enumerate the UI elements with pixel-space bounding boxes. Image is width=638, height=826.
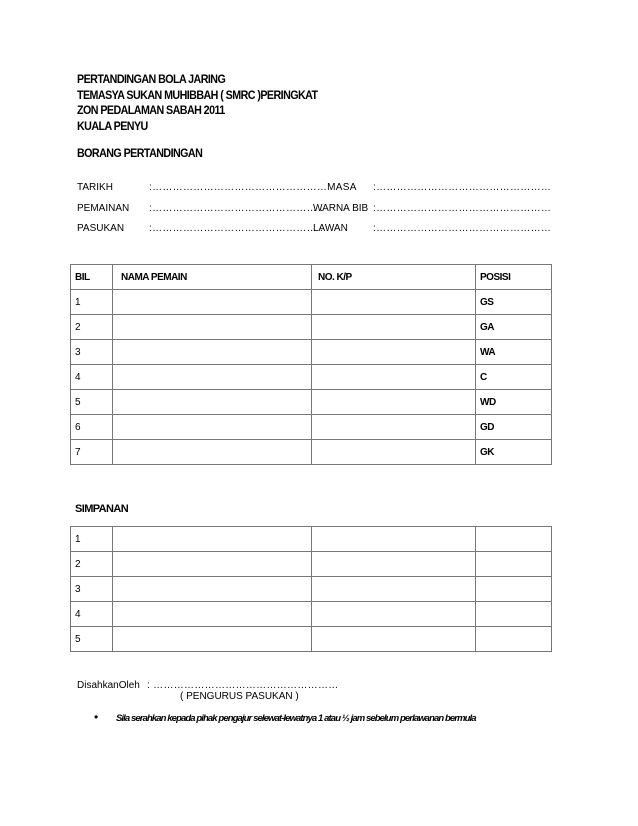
ic-number-cell[interactable]	[312, 365, 476, 390]
header-line-4: KUALA PENYU	[77, 121, 148, 133]
ic-number-cell[interactable]	[312, 290, 476, 315]
header-nama-pemain: NAMA PEMAIN	[113, 265, 312, 290]
header-bil: BIL	[71, 265, 113, 290]
ic-number-cell[interactable]	[312, 577, 476, 602]
ic-number-cell[interactable]	[312, 340, 476, 365]
table-row	[71, 627, 552, 652]
header-line-2: TEMASYA SUKAN MUHIBBAH ( SMRC )PERINGKAT	[77, 90, 318, 102]
row-number: 1	[71, 527, 113, 552]
row-number: 4	[71, 365, 113, 390]
table-row	[71, 577, 552, 602]
ic-number-cell[interactable]	[312, 602, 476, 627]
players-table	[70, 264, 552, 465]
pasukan-field[interactable]: :………………………………………… .	[149, 223, 324, 234]
reserves-table	[70, 526, 552, 652]
submission-note: Sila serahkan kepada pihak pengajur selewat-lewatnya 1 atau ½ jam sebelum perlawanan bermula	[116, 713, 476, 724]
pasukan-label: PASUKAN	[77, 223, 125, 234]
header-posisi: POSISI	[476, 265, 552, 290]
lawan-label: LAWAN	[313, 223, 348, 234]
tarikh-label: TARIKH	[77, 182, 113, 193]
table-row	[71, 440, 552, 465]
tarikh-field[interactable]: :……………………………………………MASA	[149, 182, 357, 193]
player-name-cell[interactable]	[113, 602, 312, 627]
player-name-cell[interactable]	[113, 577, 312, 602]
table-row	[71, 527, 552, 552]
position-cell[interactable]	[476, 527, 552, 552]
player-name-cell[interactable]	[113, 365, 312, 390]
ic-number-cell[interactable]	[312, 315, 476, 340]
row-number: 6	[71, 415, 113, 440]
ic-number-cell[interactable]	[312, 415, 476, 440]
signoff-label: DisahkanOleh	[77, 680, 140, 691]
header-line-3: ZON PEDALAMAN SABAH 2011	[77, 105, 225, 117]
pemainan-label: PEMAINAN	[77, 203, 130, 214]
position-cell[interactable]	[476, 602, 552, 627]
position-cell: WA	[476, 340, 552, 365]
player-name-cell[interactable]	[113, 552, 312, 577]
table-row	[71, 340, 552, 365]
row-number: 5	[71, 627, 113, 652]
table-row	[71, 365, 552, 390]
position-cell: GA	[476, 315, 552, 340]
position-cell: GD	[476, 415, 552, 440]
reserves-title: SIMPANAN	[75, 503, 129, 515]
table-row	[71, 602, 552, 627]
row-number: 2	[71, 552, 113, 577]
table-row	[71, 552, 552, 577]
bullet-icon: •	[94, 710, 99, 724]
position-cell: GK	[476, 440, 552, 465]
row-number: 3	[71, 340, 113, 365]
players-table-header	[71, 265, 552, 290]
position-cell: GS	[476, 290, 552, 315]
player-name-cell[interactable]	[113, 290, 312, 315]
row-number: 5	[71, 390, 113, 415]
ic-number-cell[interactable]	[312, 440, 476, 465]
position-cell[interactable]	[476, 577, 552, 602]
ic-number-cell[interactable]	[312, 390, 476, 415]
player-name-cell[interactable]	[113, 340, 312, 365]
warna-bib-label: WARNA BIB	[313, 203, 369, 214]
row-number: 1	[71, 290, 113, 315]
table-row	[71, 415, 552, 440]
form-title: BORANG PERTANDINGAN	[77, 148, 203, 160]
row-number: 3	[71, 577, 113, 602]
position-cell: WD	[476, 390, 552, 415]
header-no-kp: NO. K/P	[312, 265, 476, 290]
position-cell[interactable]	[476, 552, 552, 577]
ic-number-cell[interactable]	[312, 627, 476, 652]
player-name-cell[interactable]	[113, 415, 312, 440]
header-line-1: PERTANDINGAN BOLA JARING	[77, 74, 226, 86]
lawan-field[interactable]: :……………………………………………	[373, 223, 552, 234]
ic-number-cell[interactable]	[312, 552, 476, 577]
player-name-cell[interactable]	[113, 627, 312, 652]
signoff-field[interactable]: : ………………………………………………	[147, 680, 339, 691]
row-number: 7	[71, 440, 113, 465]
position-cell[interactable]	[476, 627, 552, 652]
signoff-role: ( PENGURUS PASUKAN )	[180, 691, 299, 702]
table-row	[71, 390, 552, 415]
pemainan-field[interactable]: :………………………………………… .	[149, 203, 324, 214]
row-number: 4	[71, 602, 113, 627]
row-number: 2	[71, 315, 113, 340]
player-name-cell[interactable]	[113, 527, 312, 552]
ic-number-cell[interactable]	[312, 527, 476, 552]
warna-bib-field[interactable]: :……………………………………………	[373, 203, 552, 214]
player-name-cell[interactable]	[113, 390, 312, 415]
position-cell: C	[476, 365, 552, 390]
player-name-cell[interactable]	[113, 315, 312, 340]
player-name-cell[interactable]	[113, 440, 312, 465]
table-row	[71, 290, 552, 315]
table-row	[71, 315, 552, 340]
masa-field[interactable]: :……………………………………………	[373, 182, 552, 193]
